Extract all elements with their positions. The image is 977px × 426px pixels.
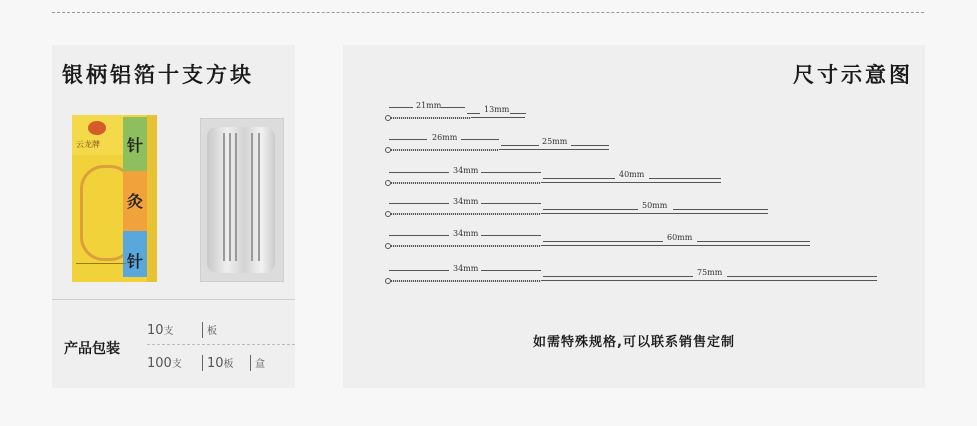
handle-length: 34mm xyxy=(453,264,479,273)
top-divider xyxy=(52,12,924,13)
handle-length: 26mm xyxy=(432,133,458,142)
needle-icon xyxy=(235,133,237,261)
packaging-qty: 盒 xyxy=(255,359,265,370)
body-length: 60mm xyxy=(667,233,693,242)
needle-spec-row xyxy=(343,133,925,155)
box-glyph-top: 针 xyxy=(126,136,143,155)
box-glyph-bottom: 针 xyxy=(126,252,143,271)
body-length: 25mm xyxy=(542,137,568,146)
packaging-divider xyxy=(52,299,295,300)
size-diagram-title: 尺寸示意图 xyxy=(793,63,913,87)
handle-length: 34mm xyxy=(453,197,479,206)
custom-spec-note: 如需特殊规格,可以联系销售定制 xyxy=(533,335,735,350)
needle-spec-row xyxy=(343,229,925,251)
needle-spec-row xyxy=(343,197,925,219)
needle-icon xyxy=(229,133,231,261)
body-length: 13mm xyxy=(484,105,510,114)
needle-icon xyxy=(223,133,225,261)
handle-length: 21mm xyxy=(416,101,442,110)
packaging-qty: 板 xyxy=(207,326,217,337)
packaging-qty: 100支 xyxy=(147,356,182,371)
needle-spec-row xyxy=(343,166,925,188)
body-length: 75mm xyxy=(697,268,723,277)
needle-spec-row xyxy=(343,101,925,123)
handle-length: 34mm xyxy=(453,166,479,175)
product-title: 银柄铝箔十支方块 xyxy=(62,63,254,87)
box-glyph-middle: 灸 xyxy=(126,192,143,211)
brand-logo-icon xyxy=(88,121,106,135)
size-diagram-panel xyxy=(343,45,925,388)
needle-icon xyxy=(251,133,253,261)
body-length: 50mm xyxy=(642,201,668,210)
needle-spec-row xyxy=(343,264,925,286)
handle-length: 34mm xyxy=(453,229,479,238)
needle-icon xyxy=(258,133,260,261)
brand-logo-text: 云龙牌 xyxy=(76,140,100,149)
packaging-label: 产品包装 xyxy=(64,341,120,357)
packaging-qty: 10板 xyxy=(207,356,234,371)
product-panel xyxy=(52,45,295,388)
body-length: 40mm xyxy=(619,170,645,179)
packaging-qty: 10支 xyxy=(147,323,174,338)
foil-pack-image xyxy=(200,118,284,282)
product-box-image xyxy=(72,115,157,282)
